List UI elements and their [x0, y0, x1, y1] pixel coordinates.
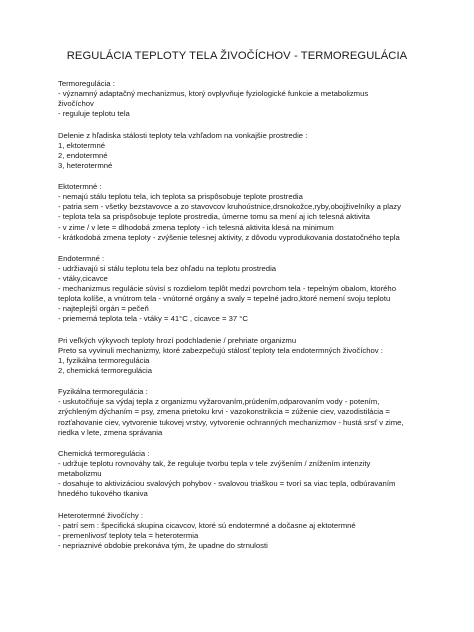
section-line: zrýchleným dýchaním = psy, zmena prietoku krvi - vazokonstrikcia = zúženie ciev, vazodistilácia =: [58, 407, 390, 417]
text-section: [58, 79, 416, 119]
section-line: - uskutočňuje sa výdaj tepla z organizmu vyžarovaním,prúdením,odparovaním vody - potením,: [58, 397, 380, 407]
section-line: 3, heterotermné: [58, 160, 113, 170]
section-line: riedka v lete, zmena správania: [58, 427, 163, 437]
text-section: [58, 131, 416, 171]
section-line-first: Ektotermné :: [58, 182, 102, 192]
text-section: [58, 254, 416, 325]
section-line: - teplota tela sa prispôsobuje teplote prostredia, úmerne tomu sa mení aj ich telesná aktivita: [58, 212, 370, 222]
section-line: 1, ektotermné: [58, 140, 106, 150]
section-line: - nepriaznivé obdobie prekonáva tým, že upadne do strnulosti: [58, 540, 268, 550]
section-line: - reguluje teplotu tela: [58, 109, 130, 119]
section-line: živočíchov: [58, 99, 94, 109]
section-line: - nemajú stálu teplotu tela, ich teplota sa prispôsobuje teplote prostredia: [58, 192, 303, 202]
section-line-first: Termoregulácia :: [58, 79, 115, 88]
text-section: [58, 449, 416, 499]
section-line: Preto sa vyvinuli mechanizmy, ktoré zabezpečujú stálosť teploty tela endotermných živočíchov :: [58, 345, 383, 355]
text-section: [58, 182, 416, 243]
section-line-first: Heterotermné živočíchy :: [58, 510, 144, 520]
section-line: rozťahovanie ciev, vytvorenie tukovej vrstvy, vytvorenie ochranných mechanizmov - hustá srsť v zime,: [58, 417, 404, 427]
section-line-first: Chemická termoregulácia :: [58, 448, 150, 458]
section-line: - najteplejší orgán = pečeň: [58, 304, 149, 314]
text-section: [58, 336, 416, 376]
section-line: hnedého tukového tkaniva: [58, 489, 148, 499]
section-line: - vtáky,cicavce: [58, 274, 108, 284]
section-line: - patrí sem : špecifická skupina cicavcov, ktoré sú endotermné a dočasne aj ektotermné: [58, 520, 356, 530]
section-line: - dosahuje to aktivizáciou svalových pohybov - svalovou triaškou = tvorí sa viac tepla, odbúravaním: [58, 479, 396, 489]
section-line: 1, fyzikálna termoregulácia: [58, 355, 150, 365]
section-line: - patria sem - všetky bezstavovce a zo stavovcov kruhoústnice,drsnokožce,ryby,obojživelníky a plazy: [58, 202, 401, 212]
section-line: - premenlivosť teploty tela = heterotermia: [58, 530, 199, 540]
document-title: REGULÁCIA TEPLOTY TELA ŽIVOČÍCHOV - TERMOREGULÁCIA: [66, 50, 408, 62]
section-line: metabolizmu: [58, 469, 102, 479]
section-line: - krátkodobá zmena teploty - zvýšenie telesnej aktivity, z dôvodu vyprodukovania dostatočného tepla: [58, 232, 400, 242]
section-line: - udržuje teplotu rovnováhy tak, že reguluje tvorbu tepla v tele zvýšením / znížením intenzity: [58, 459, 371, 469]
section-line: 2, endotermné: [58, 150, 108, 160]
section-line: - priemerná teplota tela - vtáky = 41°C , cicavce = 37 °C: [58, 314, 248, 324]
section-line-first: Delenie z hľadiska stálosti teploty tela vzhľadom na vonkajšie prostredie :: [58, 130, 308, 140]
section-line: teplota kolíše, a vnútrom tela - vnútorné orgány a svaly = tepelné jadro,ktoré nemení svoju teplotu: [58, 294, 391, 304]
section-line: - významný adaptačný mechanizmus, ktorý ovplyvňuje fyziologické funkcie a metabolizmus: [58, 89, 369, 99]
section-line-first: Pri veľkých výkyvoch teploty hrozí podchladenie / prehriate organizmu: [58, 335, 297, 345]
section-line-first: Endotermné :: [58, 253, 105, 263]
text-section: [58, 511, 416, 551]
section-line-first: Fyzikálna termoregulácia :: [58, 387, 148, 397]
section-line: 2, chemická termoregulácia: [58, 366, 152, 375]
section-line: - v zime / v lete = dlhodobá zmena teploty - ich telesná aktivita klesá na minimum: [58, 222, 334, 232]
section-line: - udržiavajú si stálu teplotu tela bez ohľadu na teplotu prostredia: [58, 263, 277, 273]
section-line: - mechanizmus regulácie súvisí s rozdielom teplôt medzi povrchom tela - tepelným obalom, ktorého: [58, 284, 396, 294]
document-body: [58, 79, 416, 551]
text-section: [58, 387, 416, 437]
